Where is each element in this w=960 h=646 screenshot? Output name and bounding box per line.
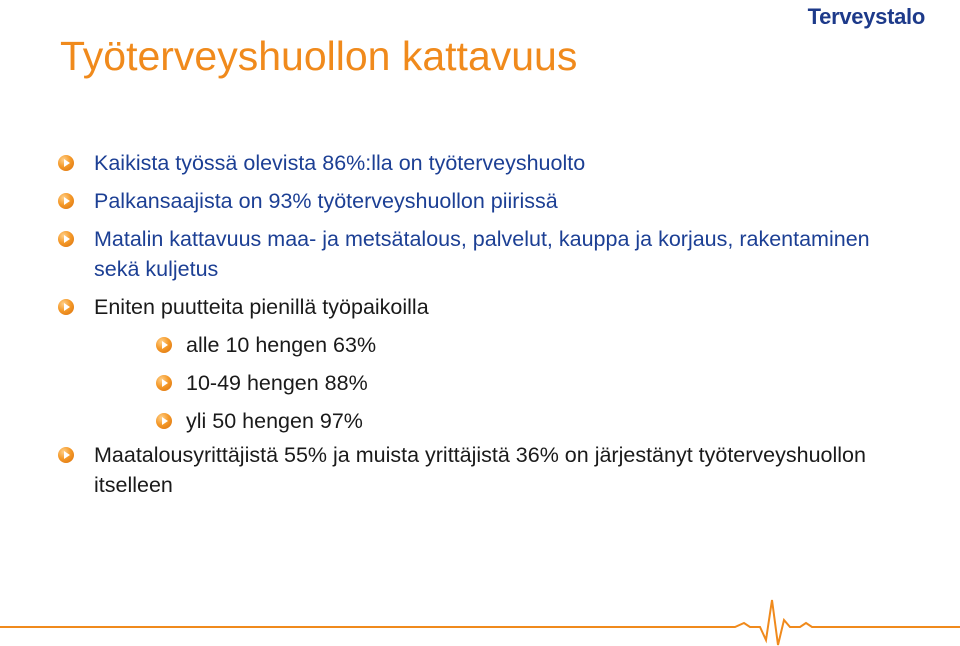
bullet-item <box>56 292 936 322</box>
bullet-icon <box>58 193 74 209</box>
sub-bullet-item <box>56 406 936 436</box>
bullet-icon <box>58 231 74 247</box>
brand-logo: Terveystalo <box>807 4 925 29</box>
bullet-item <box>56 186 936 216</box>
heartbeat-line-icon <box>0 590 960 646</box>
sub-bullet-item <box>56 330 936 360</box>
bullet-item <box>56 224 936 284</box>
bullet-icon <box>156 413 172 429</box>
sub-bullet-text: 10-49 hengen 88% <box>186 371 368 395</box>
bullet-text: Eniten puutteita pienillä työpaikoilla <box>94 295 429 319</box>
bullet-text: Palkansaajista on 93% työterveyshuollon piirissä <box>94 189 558 213</box>
bullet-icon <box>156 337 172 353</box>
bullet-list <box>56 148 936 508</box>
sub-bullet-item <box>56 368 936 398</box>
bullet-icon <box>58 155 74 171</box>
bullet-icon <box>156 375 172 391</box>
bullet-icon <box>58 447 74 463</box>
bullet-icon <box>58 299 74 315</box>
bullet-text: Maatalousyrittäjistä 55% ja muista yrittäjistä 36% on järjestänyt työterveyshuollon itselleen <box>94 443 866 497</box>
bullet-text: Matalin kattavuus maa- ja metsätalous, palvelut, kauppa ja korjaus, rakentaminen sekä kuljetus <box>94 227 870 281</box>
sub-bullet-text: alle 10 hengen 63% <box>186 333 377 357</box>
bullet-text: Kaikista työssä olevista 86%:lla on työterveyshuolto <box>94 151 586 175</box>
sub-bullet-text: yli 50 hengen 97% <box>186 409 363 433</box>
bullet-item <box>56 440 936 500</box>
bullet-item <box>56 148 936 178</box>
page-title: Työterveyshuollon kattavuus <box>60 33 578 79</box>
